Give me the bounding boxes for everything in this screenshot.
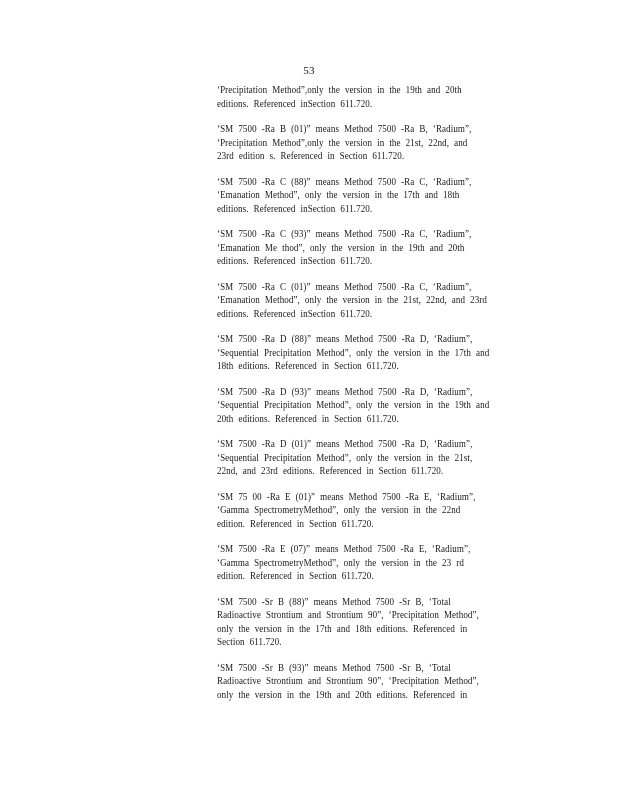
text-line: ‘Precipitation Method”,only the version in the 19th and 20th bbox=[217, 85, 462, 96]
text-line: ‘SM 7500 -Ra C (88)” means Method 7500 -Ra C, ‘Radium”, bbox=[217, 176, 472, 188]
text-line: ‘SM 7500 -Ra C (01)” means Method 7500 -Ra C, ‘Radium”, bbox=[217, 281, 472, 293]
page-number: 53 bbox=[303, 65, 315, 77]
definition-paragraph bbox=[217, 281, 542, 322]
definition-paragraph bbox=[217, 84, 542, 111]
text-line: edition. Referenced in Section 611.720. bbox=[217, 518, 374, 530]
text-line: ‘Sequential Precipitation Method”, only the version in the 21st, bbox=[217, 452, 473, 464]
text-line: 23rd edition s. Referenced in Section 611.720. bbox=[217, 151, 405, 162]
text-line: ‘SM 7500 -Sr B (93)” means Method 7500 -Sr B, ‘Total bbox=[217, 662, 451, 674]
text-line: ‘Precipitation Method”,only the version in the 21st, 22nd, and bbox=[217, 137, 468, 149]
text-line: editions. Referenced inSection 611.720. bbox=[217, 203, 373, 215]
text-line: Section 611.720. bbox=[217, 637, 282, 648]
text-line: ‘Gamma SpectrometryMethod”, only the version in the 23 rd bbox=[217, 557, 464, 569]
text-line: 20th editions. Referenced in Section 611.720. bbox=[217, 413, 399, 425]
text-line: ‘Emanation Me thod”, only the version in the 19th and 20th bbox=[217, 242, 465, 254]
definition-paragraph bbox=[217, 662, 542, 703]
text-line: ‘SM 75 00 -Ra E (01)” means Method 7500 -Ra E, ‘Radium”, bbox=[217, 491, 476, 503]
text-line: editions. Referenced inSection 611.720. bbox=[217, 308, 373, 320]
text-line: ‘Sequential Precipitation Method”, only the version in the 17th and bbox=[217, 347, 490, 359]
text-line: only the version in the 19th and 20th editions. Referenced in bbox=[217, 689, 468, 701]
text-line: ‘SM 7500 -Ra D (88)” means Method 7500 -Ra D, ‘Radium”, bbox=[217, 334, 473, 345]
text-line: ‘SM 7500 -Ra E (07)” means Method 7500 -Ra E, ‘Radium”, bbox=[217, 544, 471, 555]
text-line: only the version in the 17th and 18th editions. Referenced in bbox=[217, 623, 468, 635]
text-line: ‘Sequential Precipitation Method”, only the version in the 19th and bbox=[217, 400, 490, 411]
text-line: ‘SM 7500 -Sr B (88)” means Method 7500 -Sr B, ‘Total bbox=[217, 596, 451, 608]
document-body bbox=[217, 84, 542, 714]
text-line: 22nd, and 23rd editions. Referenced in Section 611.720. bbox=[217, 466, 444, 477]
definition-paragraph bbox=[217, 491, 542, 532]
text-line: ‘Emanation Method”, only the version in the 17th and 18th bbox=[217, 190, 460, 201]
text-line: 18th editions. Referenced in Section 611.720. bbox=[217, 361, 399, 372]
text-line: editions. Referenced inSection 611.720. bbox=[217, 256, 373, 267]
text-line: editions. Referenced inSection 611.720. bbox=[217, 98, 373, 110]
text-line: ‘Emanation Method”, only the version in the 21st, 22nd, and 23rd bbox=[217, 295, 487, 306]
definition-paragraph bbox=[217, 386, 542, 427]
text-line: ‘SM 7500 -Ra D (01)” means Method 7500 -Ra D, ‘Radium”, bbox=[217, 439, 473, 450]
text-line: Radioactive Strontium and Strontium 90”, ‘Precipitation Method”, bbox=[217, 676, 479, 687]
definition-paragraph bbox=[217, 176, 542, 217]
definition-paragraph bbox=[217, 596, 542, 650]
definition-paragraph bbox=[217, 123, 542, 164]
definition-paragraph bbox=[217, 333, 542, 374]
text-line: ‘Gamma SpectrometryMethod”, only the version in the 22nd bbox=[217, 505, 461, 516]
text-line: edition. Referenced in Section 611.720. bbox=[217, 571, 374, 582]
definition-paragraph bbox=[217, 438, 542, 479]
text-line: ‘SM 7500 -Ra C (93)” means Method 7500 -Ra C, ‘Radium”, bbox=[217, 229, 472, 240]
definition-paragraph bbox=[217, 543, 542, 584]
text-line: Radioactive Strontium and Strontium 90”, ‘Precipitation Method”, bbox=[217, 610, 479, 621]
definition-paragraph bbox=[217, 228, 542, 269]
text-line: ‘SM 7500 -Ra D (93)” means Method 7500 -Ra D, ‘Radium”, bbox=[217, 386, 473, 398]
text-line: ‘SM 7500 -Ra B (01)” means Method 7500 -Ra B, ‘Radium”, bbox=[217, 124, 472, 135]
